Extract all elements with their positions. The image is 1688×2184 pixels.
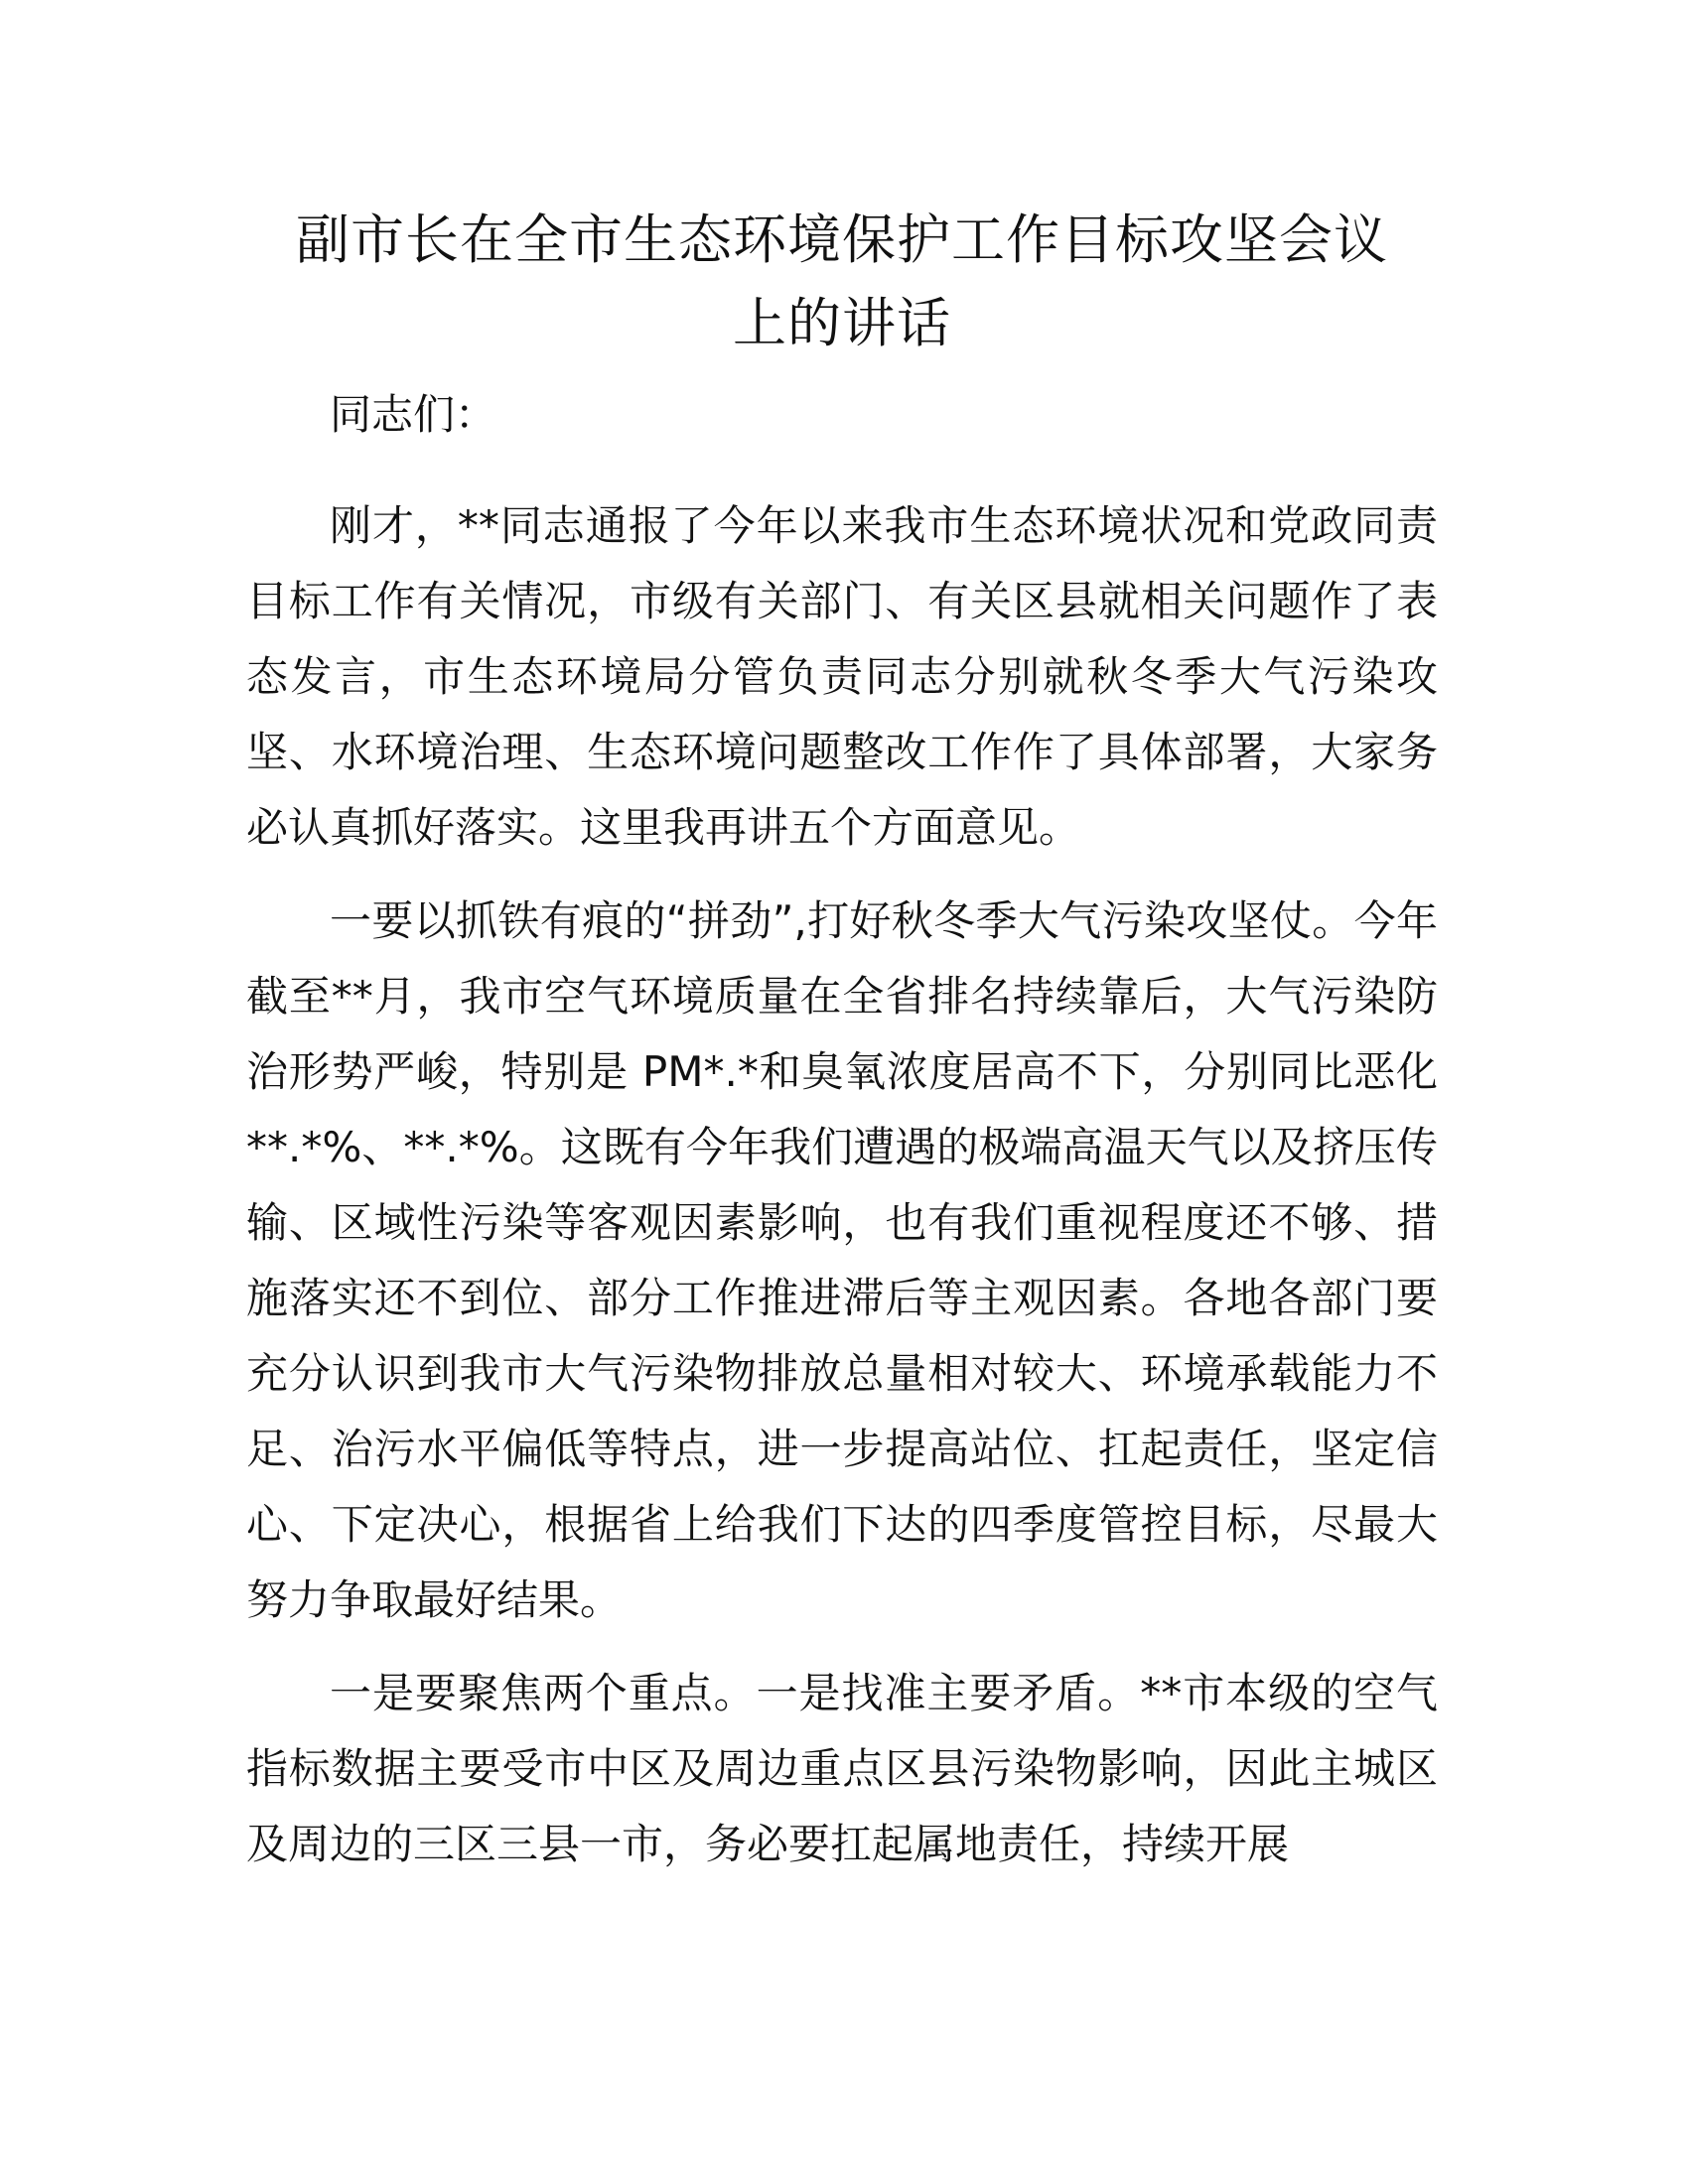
document-page xyxy=(246,199,1438,1900)
paragraph-2: 一要以抓铁有痕的“拼劲”,打好秋冬季大气污染攻坚仗。今年截至**月，我市空气环境质量在全省排名持续靠后，大气污染防治形势严峻，特别是 PM*.*和臭氧浓度居高不下，分别同比恶化**.*%、**.*%。这既有今年我们遭遇的极端高温天气以及挤压传输、区域性污染等客观因素影响，也有我们重视程度还不够、措施落实还不到位、部分工作推进滞后等主观因素。各地各部门要充分认识到我市大气污染物排放总量相对较大、环境承载能力不足、治污水平偏低等特点，进一步提高站位、扛起责任，坚定信心、下定决心，根据省上给我们下达的四季度管控目标，尽最大努力争取最好结果。 xyxy=(246,896,1438,1624)
title-line-2: 上的讲话 xyxy=(733,292,951,354)
title-line-1: 副市长在全市生态环境保护工作目标攻坚会议 xyxy=(296,208,1388,271)
paragraph-1: 刚才，**同志通报了今年以来我市生态环境状况和党政同责目标工作有关情况，市级有关部门、有关区县就相关问题作了表态发言，市生态环境局分管负责同志分别就秋冬季大气污染攻坚、水环境治理、生态环境问题整改工作作了具体部署，大家务必认真抓好落实。这里我再讲五个方面意见。 xyxy=(246,501,1438,852)
document-title xyxy=(246,199,1438,365)
paragraph-3: 一是要聚焦两个重点。一是找准主要矛盾。**市本级的空气指标数据主要受市中区及周边重点区县污染物影响，因此主城区及周边的三区三县一市，务必要扛起属地责任，持续开展 xyxy=(246,1669,1438,1868)
salutation: 同志们： xyxy=(330,390,497,439)
